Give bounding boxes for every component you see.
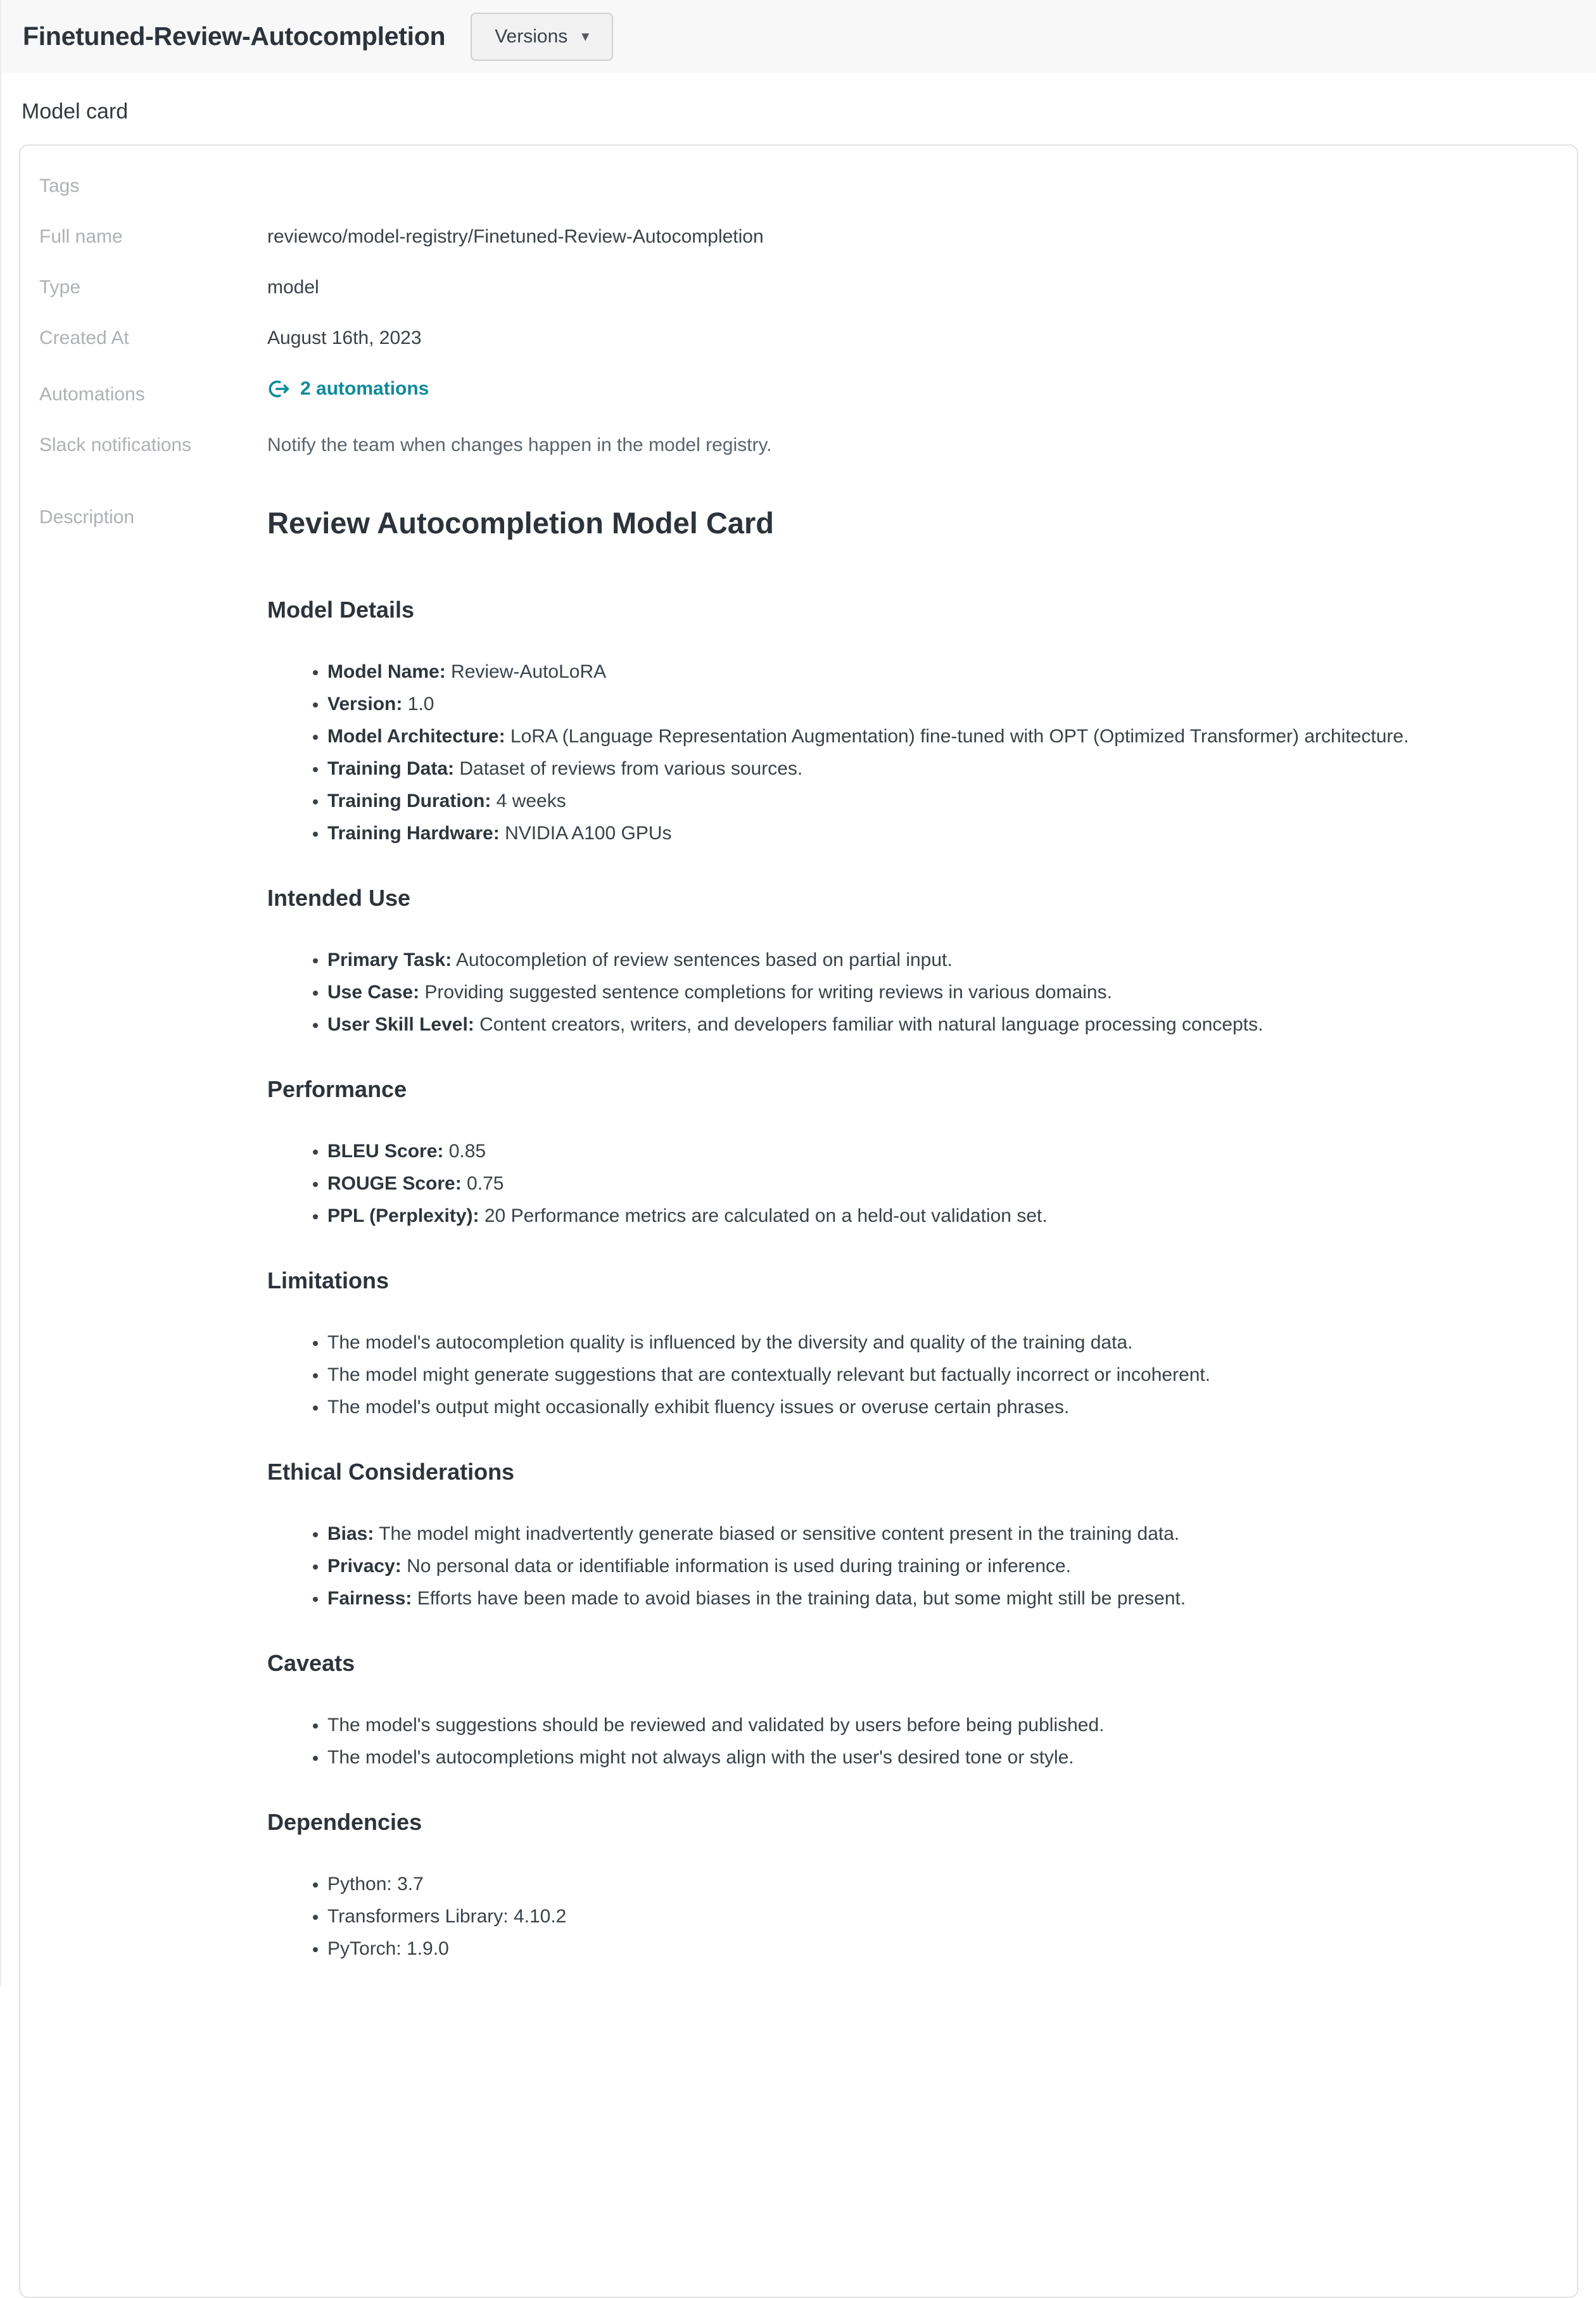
- chevron-down-icon: ▾: [581, 27, 590, 45]
- description-bullet: • Python: 3.7: [327, 1872, 1558, 1897]
- description-bullet: • The model's autocompletion quality is influenced by the diversity and quality of the training data.: [327, 1330, 1558, 1355]
- field-row-type: [39, 276, 1558, 299]
- description-bullet: • Model Name: Review-AutoLoRA: [327, 659, 1558, 685]
- description-bullet: • Use Case: Providing suggested sentence completions for writing reviews in various domains.: [327, 980, 1558, 1005]
- description-bullet: • PPL (Perplexity): 20 Performance metrics are calculated on a held-out validation set.: [327, 1203, 1558, 1229]
- description-bullet: • Privacy: No personal data or identifiable information is used during training or inference.: [327, 1554, 1558, 1579]
- description-bullet: • The model's output might occasionally exhibit fluency issues or overuse certain phrases.: [327, 1395, 1558, 1420]
- field-row-slack-notifications: [39, 434, 1558, 457]
- field-row-automations: [39, 378, 1558, 406]
- description-bullet: • The model might generate suggestions that are contextually relevant but factually incorrect or incoherent.: [327, 1362, 1558, 1388]
- field-value-full-name: reviewco/model-registry/Finetuned-Review-Autocompletion: [267, 226, 764, 247]
- model-card-panel: [19, 144, 1578, 2298]
- field-label-type: Type: [39, 277, 81, 298]
- description-bullet-list: [267, 1139, 1558, 1229]
- automations-link-label: 2 automations: [300, 378, 429, 399]
- field-label-full-name: Full name: [39, 226, 123, 247]
- page-title: Finetuned-Review-Autocompletion: [23, 22, 446, 51]
- versions-button[interactable]: [471, 13, 613, 61]
- description-bullet-list: [267, 948, 1558, 1038]
- description-title: Review Autocompletion Model Card: [267, 506, 774, 540]
- field-label-automations: Automations: [39, 384, 145, 405]
- description-bullet: • Training Hardware: NVIDIA A100 GPUs: [327, 821, 1558, 846]
- field-row-created-at: [39, 327, 1558, 350]
- description-bullet: • Transformers Library: 4.10.2: [327, 1904, 1558, 1929]
- description-bullet: • Fairness: Efforts have been made to avoid biases in the training data, but some might still be present.: [327, 1586, 1558, 1611]
- model-card-heading: Model card: [22, 99, 129, 124]
- description-bullet: • Model Architecture: LoRA (Language Representation Augmentation) fine-tuned with OPT (Optimized Transformer) architecture.: [327, 724, 1558, 749]
- field-row-full-name: [39, 225, 1558, 248]
- description-bullet-list: [267, 1330, 1558, 1420]
- page-content: [1, 99, 1596, 2298]
- description-section-heading: Ethical Considerations: [267, 1459, 515, 1485]
- description-section-heading: Performance: [267, 1076, 407, 1102]
- description-section-heading: Dependencies: [267, 1809, 422, 1835]
- field-label-description: Description: [39, 507, 135, 528]
- description-bullet-list: [267, 659, 1558, 846]
- description-bullet: • Bias: The model might inadvertently generate biased or sensitive content present in the training data.: [327, 1521, 1558, 1547]
- description-section-heading: Limitations: [267, 1267, 390, 1293]
- description-bullet: • Training Data: Dataset of reviews from various sources.: [327, 756, 1558, 782]
- description-bullet: • The model's suggestions should be reviewed and validated by users before being published.: [327, 1713, 1558, 1738]
- description-section-heading: Model Details: [267, 597, 415, 623]
- field-value-type: model: [267, 277, 319, 298]
- description-bullet: • The model's autocompletions might not always align with the user's desired tone or style.: [327, 1745, 1558, 1770]
- description-bullet: • Version: 1.0: [327, 692, 1558, 717]
- description-content: [267, 506, 1558, 1969]
- automation-icon: [267, 378, 290, 400]
- description-sections: [267, 596, 1558, 1962]
- description-bullet: • PyTorch: 1.9.0: [327, 1936, 1558, 1962]
- description-section-heading: Intended Use: [267, 885, 411, 911]
- field-label-tags: Tags: [39, 175, 80, 196]
- field-row-description: [39, 506, 1558, 1969]
- field-row-tags: [39, 175, 1558, 198]
- field-value-slack-notifications: Notify the team when changes happen in the model registry.: [267, 435, 772, 455]
- description-section-heading: Caveats: [267, 1650, 355, 1676]
- page-header: [1, 0, 1596, 73]
- automations-link[interactable]: [267, 378, 429, 400]
- field-label-slack-notifications: Slack notifications: [39, 435, 192, 455]
- field-label-created-at: Created At: [39, 327, 129, 348]
- description-bullet-list: [267, 1713, 1558, 1770]
- versions-button-label: Versions: [495, 25, 568, 47]
- description-bullet: • User Skill Level: Content creators, writers, and developers familiar with natural language processing concepts.: [327, 1012, 1558, 1038]
- field-value-created-at: August 16th, 2023: [267, 327, 422, 348]
- description-bullet: • Primary Task: Autocompletion of review sentences based on partial input.: [327, 948, 1558, 973]
- description-bullet-list: [267, 1872, 1558, 1962]
- description-bullet: • ROUGE Score: 0.75: [327, 1171, 1558, 1197]
- description-bullet: • BLEU Score: 0.85: [327, 1139, 1558, 1164]
- description-bullet: • Training Duration: 4 weeks: [327, 789, 1558, 814]
- description-bullet-list: [267, 1521, 1558, 1611]
